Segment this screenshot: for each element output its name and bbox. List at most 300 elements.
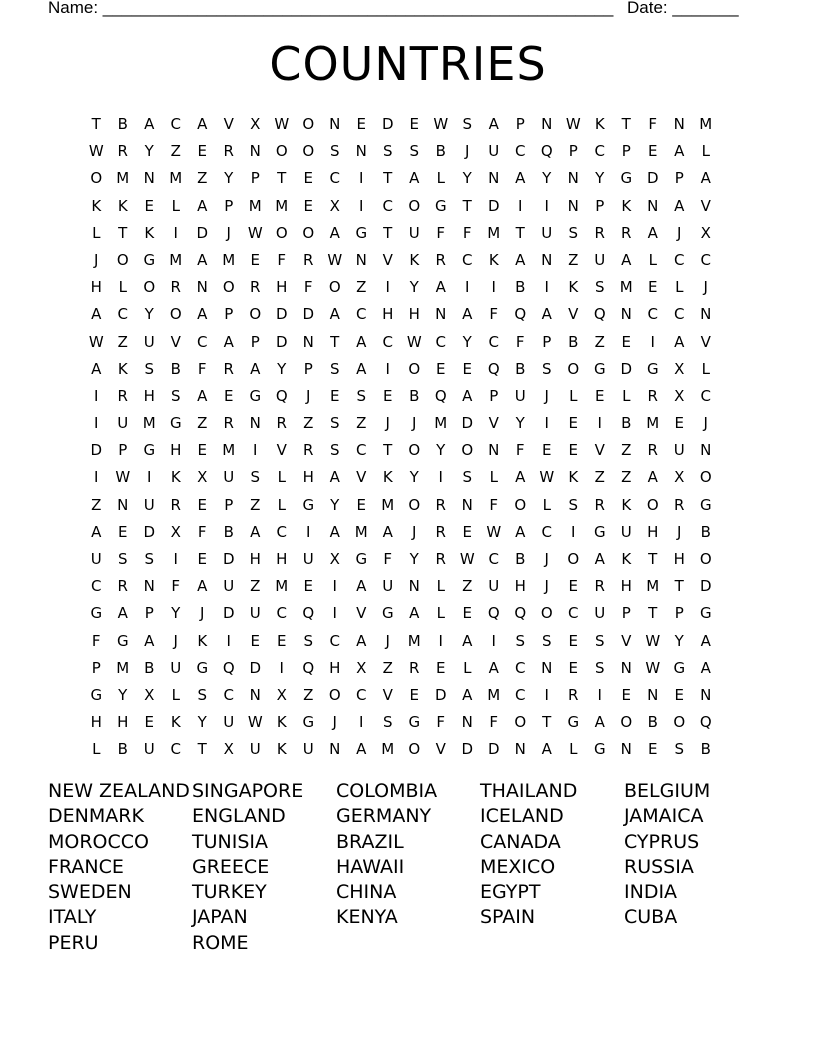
grid-letter[interactable]: E (144, 713, 154, 732)
grid-letter[interactable]: C (700, 386, 711, 405)
grid-letter[interactable]: F (197, 522, 207, 541)
grid-letter[interactable]: Y (436, 441, 446, 460)
grid-letter[interactable]: W (88, 142, 104, 161)
grid-letter[interactable]: U (117, 414, 129, 433)
grid-letter[interactable]: W (274, 115, 290, 133)
grid-letter[interactable]: A (356, 740, 367, 759)
grid-letter[interactable]: A (250, 522, 261, 541)
grid-letter[interactable]: Y (409, 278, 419, 297)
grid-letter[interactable]: K (197, 631, 208, 650)
grid-letter[interactable]: C (170, 740, 181, 759)
grid-letter[interactable]: S (170, 386, 181, 405)
grid-letter[interactable]: W (486, 522, 502, 541)
grid-letter[interactable]: R (409, 658, 420, 677)
grid-letter[interactable]: P (224, 495, 234, 514)
grid-letter[interactable]: F (489, 713, 499, 732)
grid-letter[interactable]: Y (595, 169, 605, 188)
grid-letter[interactable]: Z (303, 414, 314, 433)
grid-letter[interactable]: Q (302, 658, 315, 677)
grid-letter[interactable]: J (412, 414, 417, 433)
grid-letter[interactable]: V (382, 250, 393, 269)
grid-letter[interactable]: G (302, 495, 315, 514)
grid-letter[interactable]: M (354, 522, 368, 541)
grid-letter[interactable]: Z (621, 441, 632, 460)
grid-letter[interactable]: N (620, 658, 632, 677)
grid-letter[interactable]: M (116, 658, 130, 677)
grid-letter[interactable]: A (700, 169, 711, 188)
grid-letter[interactable]: C (91, 577, 102, 596)
grid-letter[interactable]: V (700, 332, 711, 351)
grid-letter[interactable]: C (674, 250, 685, 269)
grid-letter[interactable]: C (276, 604, 287, 623)
grid-letter[interactable]: O (620, 713, 633, 732)
grid-letter[interactable]: U (302, 740, 314, 759)
grid-letter[interactable]: U (673, 441, 685, 460)
grid-letter[interactable]: I (491, 631, 496, 650)
grid-letter[interactable]: R (170, 495, 181, 514)
grid-letter[interactable]: Z (356, 414, 367, 433)
grid-letter[interactable]: M (116, 169, 130, 188)
grid-letter[interactable]: U (514, 386, 526, 405)
grid-letter[interactable]: G (620, 169, 633, 188)
grid-letter[interactable]: Z (250, 495, 261, 514)
grid-letter[interactable]: C (382, 332, 393, 351)
grid-letter[interactable]: D (302, 305, 315, 324)
grid-letter[interactable]: K (170, 713, 181, 732)
grid-letter[interactable]: L (569, 740, 578, 759)
grid-letter[interactable]: S (462, 115, 473, 133)
grid-letter[interactable]: O (302, 142, 315, 161)
grid-letter[interactable]: C (488, 550, 499, 568)
grid-letter[interactable]: J (544, 386, 549, 405)
grid-letter[interactable]: Q (222, 658, 235, 677)
grid-letter[interactable]: P (674, 169, 684, 188)
grid-letter[interactable]: B (647, 713, 658, 732)
grid-letter[interactable]: Y (197, 713, 207, 732)
grid-letter[interactable]: O (328, 685, 341, 704)
grid-letter[interactable]: J (412, 522, 417, 541)
grid-letter[interactable]: A (621, 250, 632, 269)
grid-letter[interactable]: F (277, 250, 287, 269)
grid-letter[interactable]: E (197, 550, 207, 568)
grid-letter[interactable]: U (488, 577, 500, 596)
grid-letter[interactable]: R (170, 278, 181, 297)
grid-letter[interactable]: U (223, 577, 235, 596)
grid-letter[interactable]: U (90, 550, 102, 568)
grid-letter[interactable]: T (621, 115, 631, 133)
grid-letter[interactable]: R (674, 495, 685, 514)
grid-letter[interactable]: D (249, 658, 262, 677)
grid-letter[interactable]: Y (409, 550, 419, 568)
grid-letter[interactable]: E (648, 142, 658, 161)
grid-letter[interactable]: R (303, 250, 314, 269)
grid-letter[interactable]: E (436, 359, 446, 378)
grid-letter[interactable]: U (143, 495, 155, 514)
grid-letter[interactable]: G (355, 223, 368, 242)
grid-letter[interactable]: S (568, 495, 579, 514)
grid-letter[interactable]: T (648, 604, 658, 623)
grid-letter[interactable]: G (169, 414, 182, 433)
grid-letter[interactable]: I (173, 223, 178, 242)
grid-letter[interactable]: W (115, 468, 131, 487)
grid-letter[interactable]: I (359, 713, 364, 732)
grid-letter[interactable]: Z (250, 577, 261, 596)
grid-letter[interactable]: H (276, 550, 288, 568)
grid-letter[interactable]: Z (197, 169, 208, 188)
grid-letter[interactable]: J (385, 414, 390, 433)
grid-letter[interactable]: H (170, 441, 182, 460)
grid-letter[interactable]: N (541, 658, 553, 677)
grid-letter[interactable]: P (568, 142, 578, 161)
grid-letter[interactable]: E (621, 685, 631, 704)
grid-letter[interactable]: P (674, 604, 684, 623)
grid-letter[interactable]: S (541, 359, 552, 378)
grid-letter[interactable]: S (515, 631, 526, 650)
grid-letter[interactable]: O (567, 550, 580, 568)
grid-letter[interactable]: H (117, 713, 129, 732)
grid-letter[interactable]: A (462, 305, 473, 324)
grid-letter[interactable]: S (144, 550, 155, 568)
grid-letter[interactable]: W (433, 115, 449, 133)
grid-letter[interactable]: L (92, 223, 101, 242)
grid-letter[interactable]: P (224, 305, 234, 324)
grid-letter[interactable]: E (303, 169, 313, 188)
grid-letter[interactable]: V (594, 441, 605, 460)
grid-letter[interactable]: W (459, 550, 475, 568)
grid-letter[interactable]: R (223, 142, 234, 161)
grid-letter[interactable]: C (515, 142, 526, 161)
grid-letter[interactable]: S (329, 359, 340, 378)
grid-letter[interactable]: A (515, 468, 526, 487)
grid-letter[interactable]: A (197, 250, 208, 269)
grid-letter[interactable]: D (461, 740, 474, 759)
grid-letter[interactable]: B (117, 115, 128, 133)
grid-letter[interactable]: L (436, 577, 445, 596)
grid-letter[interactable]: W (539, 468, 555, 487)
grid-letter[interactable]: J (306, 386, 311, 405)
grid-letter[interactable]: W (88, 332, 104, 351)
grid-letter[interactable]: M (275, 196, 289, 215)
grid-letter[interactable]: A (462, 386, 473, 405)
grid-letter[interactable]: Z (170, 142, 181, 161)
grid-letter[interactable]: P (250, 332, 260, 351)
grid-letter[interactable]: E (224, 386, 234, 405)
grid-letter[interactable]: N (700, 685, 712, 704)
grid-letter[interactable]: H (249, 550, 261, 568)
grid-letter[interactable]: A (117, 604, 128, 623)
grid-letter[interactable]: P (224, 196, 234, 215)
grid-letter[interactable]: G (593, 740, 606, 759)
grid-letter[interactable]: E (568, 577, 578, 596)
grid-letter[interactable]: H (673, 550, 685, 568)
grid-letter[interactable]: K (382, 468, 393, 487)
grid-letter[interactable]: N (567, 169, 579, 188)
grid-letter[interactable]: A (647, 468, 658, 487)
grid-letter[interactable]: C (541, 522, 552, 541)
grid-letter[interactable]: J (544, 550, 549, 568)
grid-letter[interactable]: V (568, 305, 579, 324)
grid-letter[interactable]: K (276, 740, 287, 759)
grid-letter[interactable]: J (94, 250, 99, 269)
grid-letter[interactable]: C (568, 604, 579, 623)
grid-letter[interactable]: M (248, 196, 262, 215)
grid-letter[interactable]: H (647, 522, 659, 541)
grid-letter[interactable]: O (567, 359, 580, 378)
grid-letter[interactable]: N (620, 740, 632, 759)
grid-letter[interactable]: E (303, 577, 313, 596)
grid-letter[interactable]: Q (514, 305, 527, 324)
grid-letter[interactable]: I (597, 414, 602, 433)
grid-letter[interactable]: K (117, 359, 128, 378)
grid-letter[interactable]: S (329, 142, 340, 161)
grid-letter[interactable]: N (461, 713, 473, 732)
grid-letter[interactable]: M (222, 441, 236, 460)
grid-letter[interactable]: I (359, 169, 364, 188)
grid-letter[interactable]: U (143, 740, 155, 759)
grid-letter[interactable]: G (673, 658, 686, 677)
grid-letter[interactable]: T (118, 223, 128, 242)
grid-letter[interactable]: H (382, 305, 394, 324)
grid-letter[interactable]: B (515, 278, 526, 297)
grid-letter[interactable]: R (594, 495, 605, 514)
grid-letter[interactable]: N (647, 685, 659, 704)
grid-letter[interactable]: E (197, 495, 207, 514)
grid-letter[interactable]: C (356, 685, 367, 704)
grid-letter[interactable]: D (275, 332, 288, 351)
grid-letter[interactable]: K (488, 250, 499, 269)
grid-letter[interactable]: J (544, 577, 549, 596)
grid-letter[interactable]: O (540, 604, 553, 623)
grid-letter[interactable]: I (597, 685, 602, 704)
grid-letter[interactable]: H (143, 386, 155, 405)
grid-letter[interactable]: A (356, 631, 367, 650)
grid-letter[interactable]: A (674, 142, 685, 161)
grid-letter[interactable]: G (143, 441, 156, 460)
grid-letter[interactable]: E (356, 495, 366, 514)
grid-letter[interactable]: J (200, 604, 205, 623)
grid-letter[interactable]: O (116, 250, 129, 269)
grid-letter[interactable]: Z (356, 278, 367, 297)
grid-letter[interactable]: Q (540, 142, 553, 161)
grid-letter[interactable]: I (518, 196, 523, 215)
grid-letter[interactable]: H (276, 278, 288, 297)
grid-letter[interactable]: A (356, 359, 367, 378)
grid-letter[interactable]: G (593, 522, 606, 541)
grid-letter[interactable]: P (250, 169, 260, 188)
grid-letter[interactable]: R (435, 522, 446, 541)
grid-letter[interactable]: C (356, 441, 367, 460)
grid-letter[interactable]: Y (462, 169, 472, 188)
grid-letter[interactable]: J (677, 522, 682, 541)
grid-letter[interactable]: S (409, 142, 420, 161)
grid-letter[interactable]: G (646, 359, 659, 378)
grid-letter[interactable]: D (222, 604, 235, 623)
grid-letter[interactable]: U (488, 142, 500, 161)
grid-letter[interactable]: J (385, 631, 390, 650)
grid-letter[interactable]: M (275, 577, 289, 596)
grid-letter[interactable]: D (381, 115, 394, 133)
grid-letter[interactable]: M (142, 414, 156, 433)
grid-letter[interactable]: R (223, 414, 234, 433)
grid-letter[interactable]: N (647, 196, 659, 215)
grid-letter[interactable]: B (435, 142, 446, 161)
grid-letter[interactable]: N (355, 250, 367, 269)
grid-letter[interactable]: X (144, 685, 155, 704)
grid-letter[interactable]: N (673, 115, 685, 133)
grid-letter[interactable]: A (488, 658, 499, 677)
grid-letter[interactable]: N (143, 169, 155, 188)
grid-letter[interactable]: U (170, 658, 182, 677)
grid-letter[interactable]: D (487, 196, 500, 215)
grid-letter[interactable]: F (171, 577, 181, 596)
grid-letter[interactable]: W (645, 658, 661, 677)
grid-letter[interactable]: O (169, 305, 182, 324)
grid-letter[interactable]: I (279, 658, 284, 677)
grid-letter[interactable]: E (674, 414, 684, 433)
grid-letter[interactable]: Q (699, 713, 712, 732)
grid-letter[interactable]: D (90, 441, 103, 460)
grid-letter[interactable]: A (515, 522, 526, 541)
grid-letter[interactable]: N (249, 142, 261, 161)
grid-letter[interactable]: D (620, 359, 633, 378)
grid-letter[interactable]: I (332, 577, 337, 596)
grid-letter[interactable]: S (382, 713, 393, 732)
grid-letter[interactable]: S (382, 142, 393, 161)
grid-letter[interactable]: Z (594, 332, 605, 351)
grid-letter[interactable]: X (250, 115, 261, 133)
grid-letter[interactable]: K (117, 196, 128, 215)
grid-letter[interactable]: U (249, 740, 261, 759)
grid-letter[interactable]: M (487, 685, 501, 704)
grid-letter[interactable]: E (277, 631, 287, 650)
grid-letter[interactable]: A (91, 359, 102, 378)
grid-letter[interactable]: A (382, 522, 393, 541)
grid-letter[interactable]: A (250, 359, 261, 378)
grid-letter[interactable]: M (487, 223, 501, 242)
grid-letter[interactable]: O (514, 713, 527, 732)
grid-letter[interactable]: T (383, 169, 393, 188)
grid-letter[interactable]: A (674, 196, 685, 215)
grid-letter[interactable]: A (488, 115, 499, 133)
grid-letter[interactable]: L (569, 386, 578, 405)
grid-letter[interactable]: O (143, 278, 156, 297)
grid-letter[interactable]: E (621, 332, 631, 351)
grid-letter[interactable]: Z (117, 332, 128, 351)
grid-letter[interactable]: P (303, 359, 313, 378)
grid-letter[interactable]: H (620, 577, 632, 596)
grid-letter[interactable]: F (303, 278, 313, 297)
grid-letter[interactable]: L (489, 468, 498, 487)
grid-letter[interactable]: R (568, 685, 579, 704)
grid-letter[interactable]: G (381, 604, 394, 623)
grid-letter[interactable]: H (90, 713, 102, 732)
grid-letter[interactable]: P (118, 441, 128, 460)
grid-letter[interactable]: C (488, 332, 499, 351)
grid-letter[interactable]: H (408, 305, 420, 324)
grid-letter[interactable]: U (594, 604, 606, 623)
grid-letter[interactable]: X (329, 550, 340, 568)
grid-letter[interactable]: Q (593, 305, 606, 324)
grid-letter[interactable]: U (620, 522, 632, 541)
grid-letter[interactable]: P (91, 658, 101, 677)
grid-letter[interactable]: Z (382, 658, 393, 677)
grid-letter[interactable]: K (276, 713, 287, 732)
grid-letter[interactable]: A (356, 332, 367, 351)
grid-letter[interactable]: N (541, 115, 553, 133)
grid-letter[interactable]: C (515, 658, 526, 677)
grid-letter[interactable]: L (701, 142, 710, 161)
grid-letter[interactable]: K (568, 278, 579, 297)
grid-letter[interactable]: N (117, 495, 129, 514)
grid-letter[interactable]: Z (594, 468, 605, 487)
grid-letter[interactable]: V (170, 332, 181, 351)
grid-letter[interactable]: E (330, 386, 340, 405)
grid-letter[interactable]: V (700, 196, 711, 215)
grid-letter[interactable]: O (673, 713, 686, 732)
grid-letter[interactable]: B (700, 522, 711, 541)
grid-letter[interactable]: X (170, 522, 181, 541)
grid-letter[interactable]: R (117, 386, 128, 405)
grid-letter[interactable]: H (514, 577, 526, 596)
grid-letter[interactable]: C (594, 142, 605, 161)
grid-letter[interactable]: M (222, 250, 236, 269)
grid-letter[interactable]: M (646, 577, 660, 596)
grid-letter[interactable]: T (674, 577, 684, 596)
grid-letter[interactable]: L (648, 250, 657, 269)
grid-letter[interactable]: K (621, 550, 632, 568)
grid-letter[interactable]: E (436, 658, 446, 677)
grid-letter[interactable]: I (226, 631, 231, 650)
grid-letter[interactable]: L (118, 278, 127, 297)
grid-letter[interactable]: F (91, 631, 101, 650)
grid-letter[interactable]: F (489, 305, 499, 324)
grid-letter[interactable]: E (462, 522, 472, 541)
grid-letter[interactable]: Y (409, 468, 419, 487)
grid-letter[interactable]: A (541, 305, 552, 324)
grid-letter[interactable]: F (436, 713, 446, 732)
grid-letter[interactable]: L (277, 468, 286, 487)
grid-letter[interactable]: P (144, 604, 154, 623)
grid-letter[interactable]: T (91, 115, 101, 133)
grid-letter[interactable]: R (594, 223, 605, 242)
grid-letter[interactable]: R (594, 577, 605, 596)
grid-letter[interactable]: A (409, 169, 420, 188)
grid-letter[interactable]: N (408, 577, 420, 596)
grid-letter[interactable]: I (385, 359, 390, 378)
grid-letter[interactable]: I (544, 685, 549, 704)
grid-letter[interactable]: A (91, 305, 102, 324)
grid-letter[interactable]: M (407, 631, 421, 650)
grid-letter[interactable]: O (408, 196, 421, 215)
grid-letter[interactable]: Z (303, 685, 314, 704)
grid-letter[interactable]: U (302, 550, 314, 568)
grid-letter[interactable]: G (593, 359, 606, 378)
grid-letter[interactable]: G (302, 713, 315, 732)
grid-letter[interactable]: E (595, 386, 605, 405)
grid-letter[interactable]: Z (568, 250, 579, 269)
grid-letter[interactable]: R (621, 223, 632, 242)
grid-letter[interactable]: D (699, 577, 712, 596)
grid-letter[interactable]: V (621, 631, 632, 650)
grid-letter[interactable]: C (647, 305, 658, 324)
grid-letter[interactable]: A (700, 631, 711, 650)
grid-letter[interactable]: I (332, 604, 337, 623)
grid-letter[interactable]: S (594, 658, 605, 677)
grid-letter[interactable]: B (515, 550, 526, 568)
grid-letter[interactable]: O (275, 142, 288, 161)
grid-letter[interactable]: I (491, 278, 496, 297)
grid-letter[interactable]: M (699, 115, 713, 133)
